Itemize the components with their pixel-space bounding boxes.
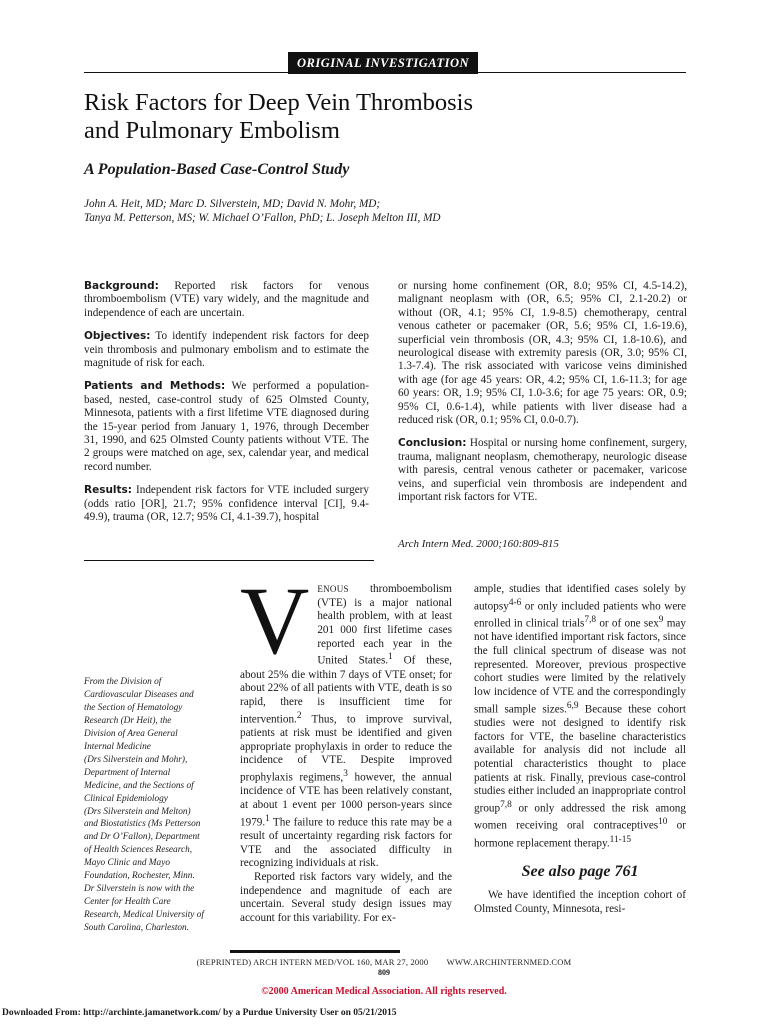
section-label: ORIGINAL INVESTIGATION [288, 52, 478, 74]
abstract-conclusion: Conclusion: Hospital or nursing home confinement, surgery, trauma, malignant neoplasm, chemotherapy, neurologic disease with paresis, central venous catheter or pacemaker, varicose veins, and superficial vein thrombosis are independent and important risk factors for VTE. [398, 437, 688, 504]
body-column-2 [474, 583, 686, 916]
body-paragraph-3: ample, studies that identified cases solely by autopsy$^{4-6}$ or only included patients who were enrolled in clinical trials$^{7,8}$ or of one sex$^9$ may not have identified important risk factors, since the full clinical spectrum of disease was not represented. Moreover, previous prospective cohort studies were limited by the relatively low incidence of VTE and the correspondingly small sample sizes.$^{6,9}$ Because these cohort studies were not designed to identify risk factors for VTE, the baseline characteristics available for analysis did not include all potential characteristics thought to place patients at risk. Finally, previous case-control studies either included an inappropriate control group$^{7,8}$ or only addressed the risk among women receiving oral contraceptives$^{10}$ or hormone replacement therapy.$^{11-15}$ [474, 583, 686, 850]
title-line-2: and Pulmonary Embolism [84, 117, 340, 144]
objectives-label: Objectives: [84, 330, 151, 343]
see-also-link[interactable]: See also page 761 [521, 863, 639, 881]
results-label: Results: [84, 484, 132, 497]
article-subtitle: A Population-Based Case-Control Study [84, 161, 350, 178]
abstract-objectives: Objectives: To identify independent risk factors for deep vein thrombosis and pulmonary embolism and to estimate the magnitude of risk for each. [84, 330, 369, 370]
footer-journal-line [0, 957, 768, 967]
download-notice: Downloaded From: http://archinte.jamanetwork.com/ by a Purdue University User on 05/21/2015 [2, 1008, 397, 1018]
copyright-notice: ©2000 American Medical Association. All rights reserved. [261, 986, 507, 997]
authors-line-2: Tanya M. Petterson, MS; W. Michael O’Fallon, PhD; L. Joseph Melton III, MD [84, 212, 441, 224]
title-line-1: Risk Factors for Deep Vein Thrombosis [84, 89, 474, 116]
author-list [84, 197, 441, 225]
drop-cap: V [240, 567, 310, 674]
abstract-background: Background: Reported risk factors for venous thromboembolism (VTE) vary widely, and the magnitude and independence of each are uncertain. [84, 280, 370, 319]
abstract-left-column [84, 280, 369, 535]
footer-rule [230, 950, 400, 953]
abstract-methods: Patients and Methods: We performed a population-based, nested, case-control study of 625 Olmsted County, Minnesota, patients with a first lifetime VTE diagnosed during the 15-year period from January 1, 1976, through December 31, 1990, and 625 Olmsted County patients without VTE. The 2 groups were matched on age, sex, calendar year, and medical record number. [84, 380, 369, 473]
article-citation: Arch Intern Med. 2000;160:809-815 [398, 538, 559, 550]
abstract-bottom-rule [84, 560, 374, 561]
authors-line-1: John A. Heit, MD; Marc D. Silverstein, MD; David N. Mohr, MD; [84, 198, 381, 210]
body-paragraph-1: VENOUS thromboembolism (VTE) is a major national health problem, with at least 201 000 first lifetime cases reported each year in the United States.$^1$ Of these, about 25% die within 7 days of VTE onset; for about 22% of all patients with VTE, death is so rapid, there is insufficient time for intervention.$^2$ Thus, to improve survival, patients at risk must be identified and given appropriate prophylaxis in order to reduce the incidence of VTE. Despite improved prophylaxis regimens,$^3$ however, the annual incidence of VTE has been relatively constant, at about 1 event per 1000 person-years since 1979.$^1$ The failure to reduce this rate may be a result of uncertainty regarding risk factors for VTE and the associated difficulty in recognizing individuals at risk. [240, 567, 452, 870]
body-paragraph-2: Reported risk factors vary widely, and the independence and magnitude of each are uncertain. Several study design issues may account for this variability. For ex- [240, 871, 452, 925]
methods-label: Patients and Methods: [84, 380, 226, 393]
affiliation-sidebar: From the Division of Cardiovascular Diseases and the Section of Hematology Research (Dr Heit), the Division of Area General Internal Medicine (Drs Silverstein and Mohr), Department of Internal Medicine, and the Sections of Clinical Epidemiology (Drs Silverstein and Melton) and Biostatistics (Ms Petterson and Dr O’Fallon), Department of Health Sciences Research, Mayo Clinic and Mayo Foundation, Rochester, Minn. Dr Silverstein is now with the Center for Health Care Research, Medical University of South Carolina, Charleston. [84, 677, 204, 934]
abstract-results: Results: Independent risk factors for VTE included surgery (odds ratio [OR], 21.7; 95% confidence interval [CI], 9.4-49.9), trauma (OR, 12.7; 95% CI, 4.1-39.7), hospital [84, 484, 370, 524]
page-number: 809 [378, 968, 390, 977]
article-title [84, 89, 684, 145]
footer-reprinted: (REPRINTED) ARCH INTERN MED/VOL 160, MAR 27, 2000 [196, 957, 429, 967]
body-column-1 [240, 567, 452, 926]
body-paragraph-4: We have identified the inception cohort of Olmsted County, Minnesota, resi- [474, 888, 686, 915]
conclusion-label: Conclusion: [398, 437, 467, 450]
abstract-right-column [398, 280, 687, 515]
footer-website-link[interactable]: WWW.ARCHINTERNMED.COM [446, 957, 572, 967]
background-label: Background: [84, 280, 159, 292]
abstract-results-continued: or nursing home confinement (OR, 8.0; 95% CI, 4.5-14.2), malignant neoplasm with (OR, 6.5; 95% CI, 2.1-20.2) or without (OR, 4.1; 95% CI, 1.9-8.5) chemotherapy, central venous catheter or pacemaker (OR, 5.6; 95% CI, 1.6-19.6), superficial vein thrombosis (OR, 4.3; 95% CI, 1.8-10.6), and neurological disease with extremity paresis (OR, 3.0; 95% CI, 1.3-7.4). The risk associated with varicose veins diminished with age (for age 45 years: OR, 4.2; 95% CI, 1.6-11.3; for age 60 years: OR, 1.9; 95% CI, 1.0-3.6; for age 75 years: OR, 0.9; 95% CI, 0.6-1.4), while patients with liver disease had a reduced risk (OR, 0.1; 95% CI, 0.0-0.7). [398, 280, 687, 427]
